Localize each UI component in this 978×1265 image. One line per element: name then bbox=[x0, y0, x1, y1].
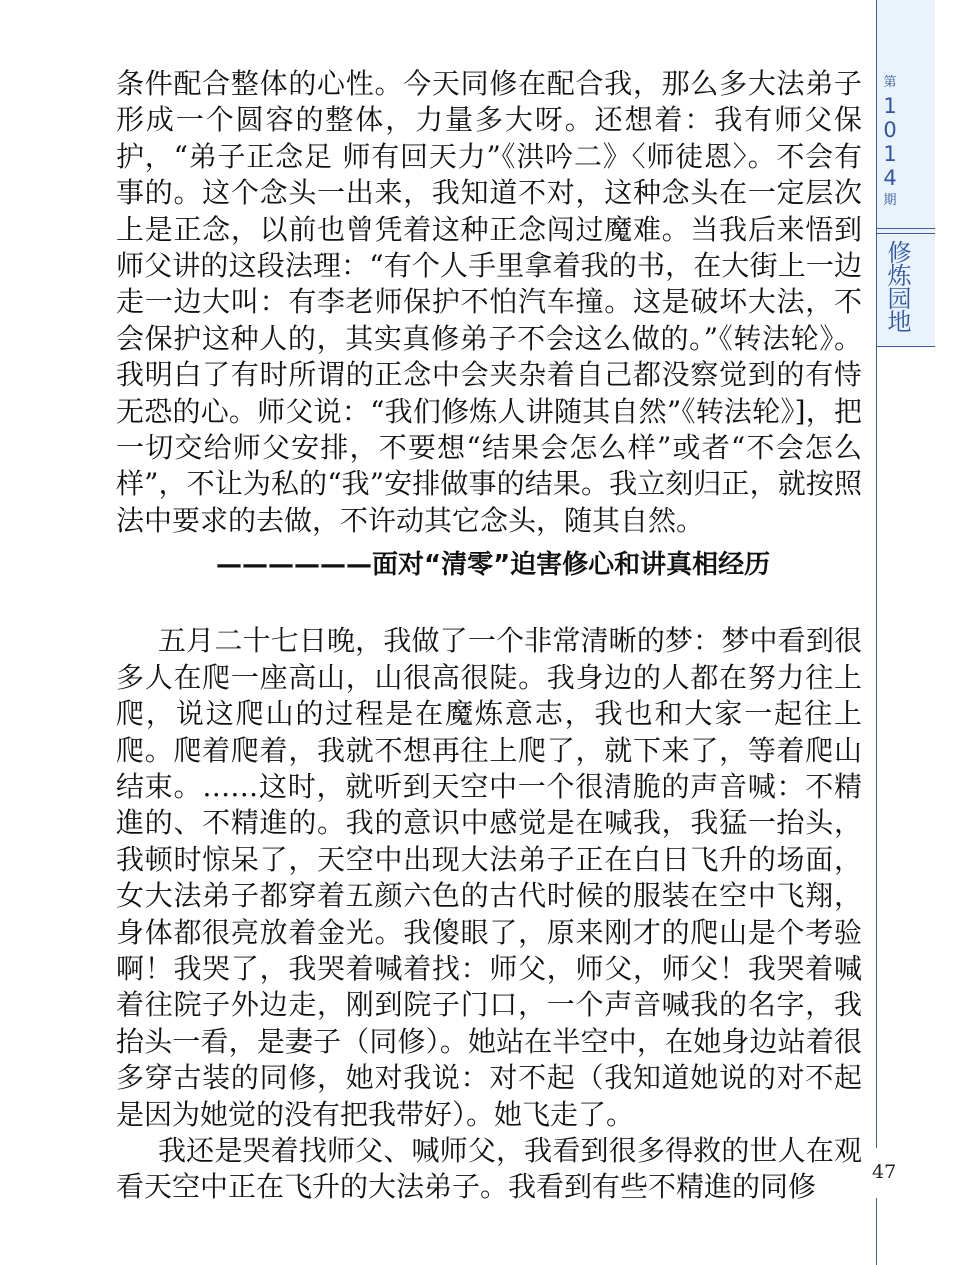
paragraph: 五月二十七日晚，我做了一个非常清晰的梦：梦中看到很多人在爬一座高山，山很高很陡。我身边的人都在努力往上爬，说这爬山的过程是在魔炼意志，我也和大家一起往上爬。爬着爬着，我就不想再往上爬了，就下来了，等着爬山结束。……这时，就听到天空中一个很清脆的声音喊：不精進的、不精進的。我的意识中感觉是在喊我，我猛一抬头，我顿时惊呆了，天空中出现大法弟子正在白日飞升的场面，女大法弟子都穿着五颜六色的古代时候的服装在空中飞翔，身体都很亮放着金光。我傻眼了，原来刚才的爬山是个考验啊！我哭了，我哭着喊着找：师父，师父，师父！我哭着喊着往院子外边走，刚到院子门口，一个声音喊我的名字，我抬头一看，是妻子（同修）。她站在半空中，在她身边站着很多穿古装的同修，她对我说：对不起（我知道她说的对不起是因为她觉的没有把我带好）。她飞走了。 bbox=[116, 624, 862, 1131]
section-heading: ——————面对“清零”迫害修心和讲真相经历 bbox=[216, 550, 771, 581]
issue-digit: 0 bbox=[883, 118, 897, 142]
column-name: 修炼园地 bbox=[883, 240, 911, 332]
issue-digit: 1 bbox=[883, 94, 897, 118]
paragraph: 条件配合整体的心性。今天同修在配合我，那么多大法弟子形成一个圆容的整体，力量多大呀。还想着：我有师父保护，“弟子正念足 师有回天力”《洪吟二》〈师徒恩〉。不会有事的。这个念头一出来，我知道不对，这种念头在一定层次上是正念，以前也曾凭着这种正念闯过魔难。当我后来悟到师父讲的这段法理：“有个人手里拿着我的书，在大街上一边走一边大叫：有李老师保护不怕汽车撞。这是破坏大法，不会保护这种人的，其实真修弟子不会这么做的。”《转法轮》。我明白了有时所谓的正念中会夹杂着自己都没察觉到的有恃无恐的心。师父说：“我们修炼人讲随其自然”《转法轮》]，把一切交给师父安排，不要想“结果会怎么样”或者“不会怎么样”，不让为私的“我”安排做事的结果。我立刻归正，就按照法中要求的去做，不许动其它念头，随其自然。 bbox=[116, 67, 862, 537]
issue-digit: 1 bbox=[883, 142, 897, 166]
issue-prefix: 第 bbox=[883, 75, 897, 90]
margin-rule-bottom bbox=[876, 1198, 877, 1265]
margin-divider-3 bbox=[877, 346, 935, 347]
body-text bbox=[116, 66, 862, 1206]
issue-suffix: 期 bbox=[883, 193, 897, 208]
margin-divider-2 bbox=[877, 233, 935, 234]
issue-number bbox=[877, 72, 903, 212]
paragraph: 我还是哭着找师父、喊师父，我看到很多得救的世人在观看天空中正在飞升的大法弟子。我看到有些不精進的同修 bbox=[116, 1133, 862, 1204]
margin-divider-1 bbox=[877, 228, 935, 229]
page-number: 47 bbox=[872, 1161, 897, 1183]
issue-digit: 4 bbox=[883, 166, 897, 190]
